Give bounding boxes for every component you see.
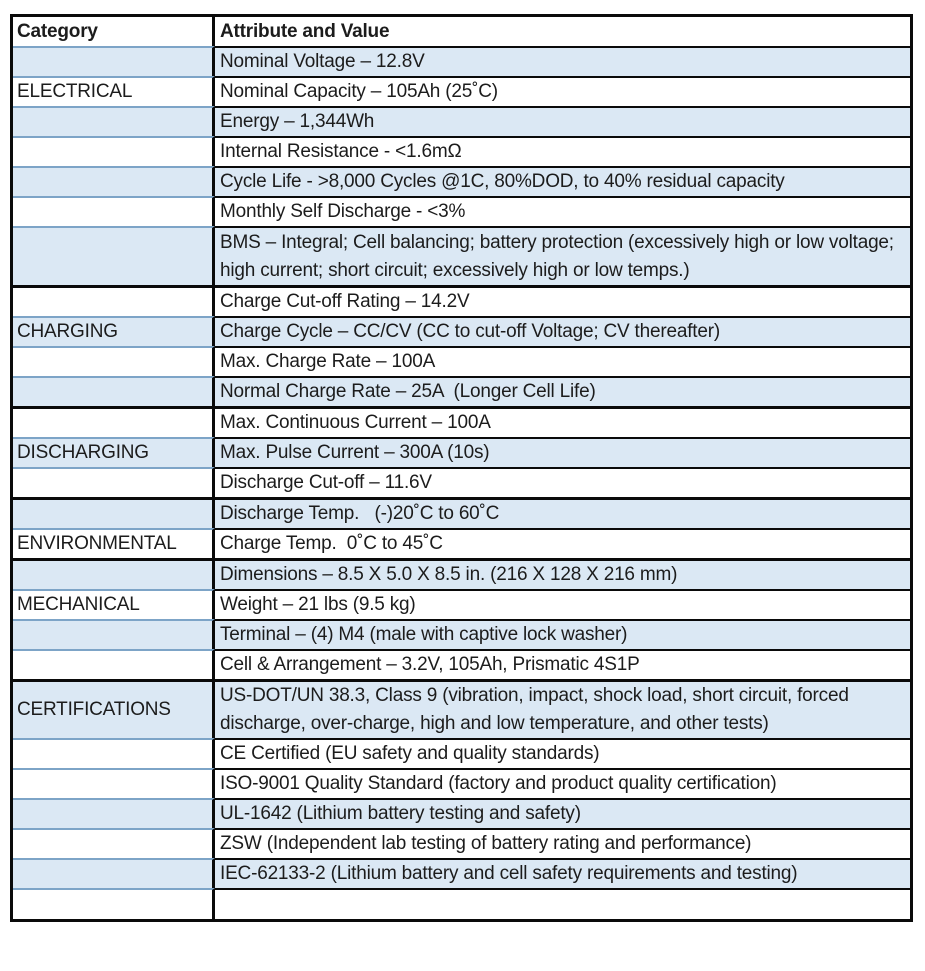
attribute-cell: BMS – Integral; Cell balancing; battery protection (excessively high or low voltage; high current; short circuit; excessively high or low temps.) [215, 226, 910, 285]
table-row [13, 589, 910, 619]
category-cell-empty [13, 619, 215, 649]
category-cell-empty [13, 738, 215, 768]
table-row [13, 76, 910, 106]
category-cell-empty [13, 406, 215, 437]
column-header-attribute: Attribute and Value [215, 17, 910, 46]
category-cell-empty [13, 558, 215, 589]
table-row [13, 828, 910, 858]
table-row [13, 166, 910, 196]
category-cell-empty [13, 467, 215, 497]
attribute-cell: ZSW (Independent lab testing of battery rating and performance) [215, 828, 910, 858]
attribute-cell: ISO-9001 Quality Standard (factory and product quality certification) [215, 768, 910, 798]
battery-spec-table [10, 14, 913, 922]
table-row [13, 467, 910, 497]
category-cell-empty [13, 497, 215, 528]
table-row [13, 106, 910, 136]
table-row [13, 738, 910, 768]
attribute-cell: CE Certified (EU safety and quality standards) [215, 738, 910, 768]
attribute-cell: Internal Resistance - <1.6mΩ [215, 136, 910, 166]
attribute-cell: Max. Charge Rate – 100A [215, 346, 910, 376]
category-cell-empty [13, 285, 215, 316]
attribute-cell: Cell & Arrangement – 3.2V, 105Ah, Prismatic 4S1P [215, 649, 910, 679]
attribute-cell: Energy – 1,344Wh [215, 106, 910, 136]
attribute-cell: Charge Cut-off Rating – 14.2V [215, 285, 910, 316]
category-cell-empty [13, 649, 215, 679]
section-label-charging: CHARGING [13, 316, 215, 346]
table-row [13, 346, 910, 376]
attribute-cell: US-DOT/UN 38.3, Class 9 (vibration, impact, shock load, short circuit, forced discharge, over-charge, high and low temperature, and other tests) [215, 679, 910, 738]
table-header-row [13, 17, 910, 46]
category-cell-empty [13, 858, 215, 888]
table-row [13, 376, 910, 406]
attribute-cell: Weight – 21 lbs (9.5 kg) [215, 589, 910, 619]
attribute-cell: Normal Charge Rate – 25A (Longer Cell Life) [215, 376, 910, 406]
attribute-cell: UL-1642 (Lithium battery testing and safety) [215, 798, 910, 828]
section-label-discharging: DISCHARGING [13, 437, 215, 467]
table-row [13, 679, 910, 738]
column-header-category: Category [13, 17, 215, 46]
section-label-certifications: CERTIFICATIONS [13, 679, 215, 738]
attribute-cell: Nominal Voltage – 12.8V [215, 46, 910, 76]
table-row [13, 285, 910, 316]
category-cell-empty [13, 828, 215, 858]
table-row [13, 558, 910, 589]
attribute-cell: Discharge Cut-off – 11.6V [215, 467, 910, 497]
section-label-electrical: ELECTRICAL [13, 76, 215, 106]
table-row [13, 136, 910, 166]
attribute-cell: Discharge Temp. (-)20˚C to 60˚C [215, 497, 910, 528]
table-row [13, 798, 910, 828]
table-row-empty [13, 888, 910, 919]
table-row [13, 437, 910, 467]
category-cell-empty [13, 798, 215, 828]
table-row [13, 196, 910, 226]
table-row [13, 858, 910, 888]
table-row [13, 497, 910, 528]
category-cell-empty [13, 196, 215, 226]
table-row [13, 316, 910, 346]
category-cell-empty [13, 106, 215, 136]
table-row [13, 226, 910, 285]
section-label-environmental: ENVIRONMENTAL [13, 528, 215, 558]
attribute-cell: Max. Pulse Current – 300A (10s) [215, 437, 910, 467]
table-row [13, 619, 910, 649]
category-cell-empty [13, 888, 215, 919]
category-cell-empty [13, 346, 215, 376]
attribute-cell: IEC-62133-2 (Lithium battery and cell safety requirements and testing) [215, 858, 910, 888]
category-cell-empty [13, 376, 215, 406]
table-row [13, 649, 910, 679]
attribute-cell: Dimensions – 8.5 X 5.0 X 8.5 in. (216 X 128 X 216 mm) [215, 558, 910, 589]
table-row [13, 528, 910, 558]
attribute-cell: Cycle Life - >8,000 Cycles @1C, 80%DOD, to 40% residual capacity [215, 166, 910, 196]
attribute-cell: Charge Cycle – CC/CV (CC to cut-off Voltage; CV thereafter) [215, 316, 910, 346]
attribute-cell: Charge Temp. 0˚C to 45˚C [215, 528, 910, 558]
category-cell-empty [13, 166, 215, 196]
table-row [13, 46, 910, 76]
category-cell-empty [13, 226, 215, 285]
category-cell-empty [13, 136, 215, 166]
table-row [13, 406, 910, 437]
category-cell-empty [13, 768, 215, 798]
attribute-cell [215, 888, 910, 919]
attribute-cell: Max. Continuous Current – 100A [215, 406, 910, 437]
attribute-cell: Nominal Capacity – 105Ah (25˚C) [215, 76, 910, 106]
table-row [13, 768, 910, 798]
attribute-cell: Terminal – (4) M4 (male with captive lock washer) [215, 619, 910, 649]
section-label-mechanical: MECHANICAL [13, 589, 215, 619]
category-cell-empty [13, 46, 215, 76]
attribute-cell: Monthly Self Discharge - <3% [215, 196, 910, 226]
